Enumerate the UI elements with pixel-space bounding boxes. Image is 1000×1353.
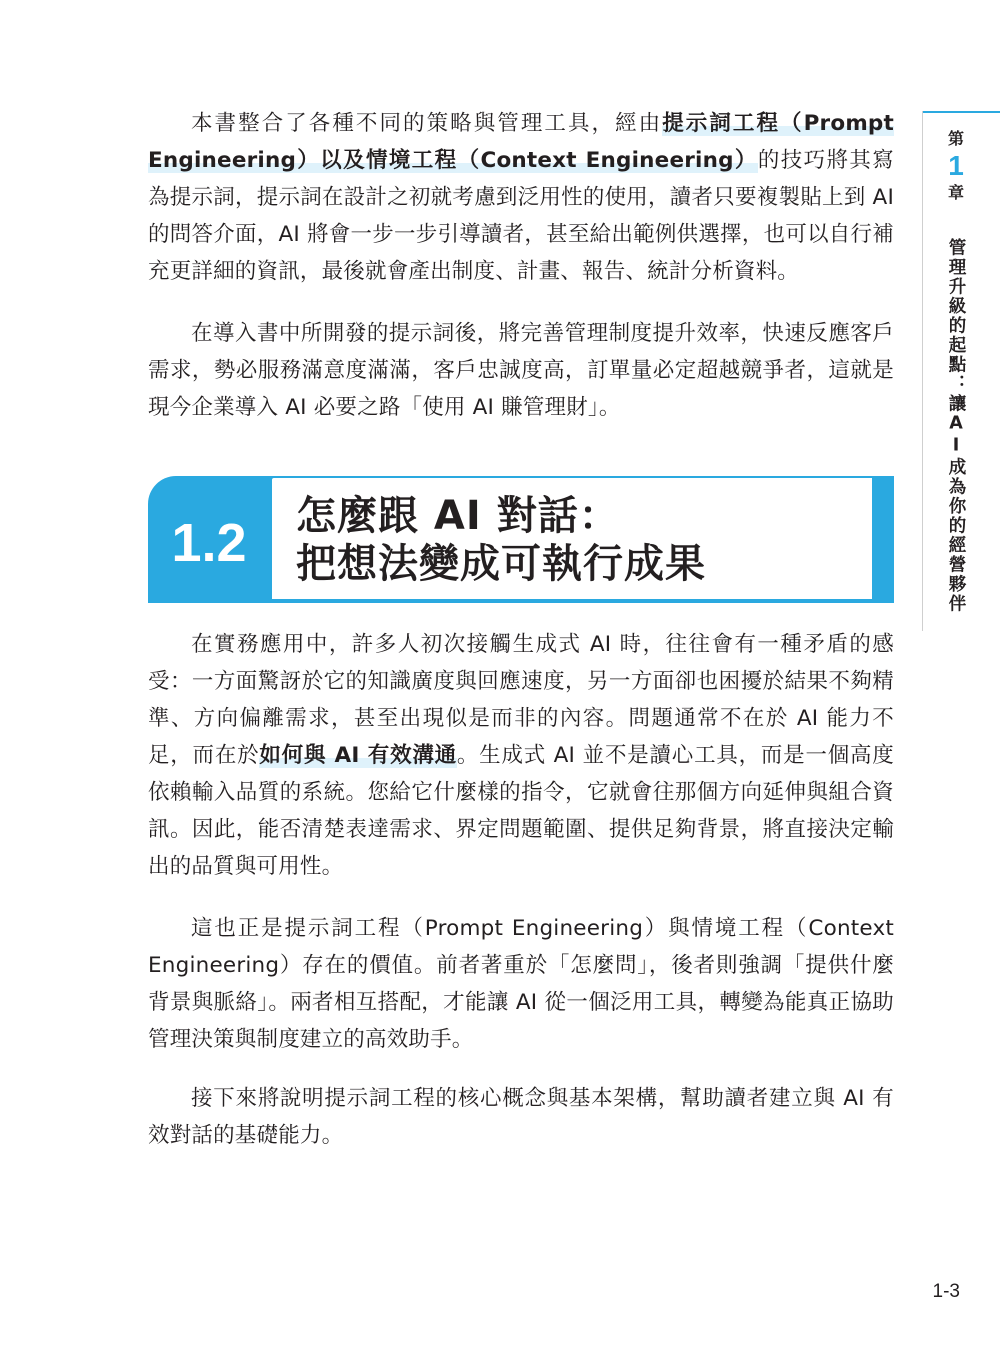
section-header xyxy=(148,476,894,603)
section-title xyxy=(296,492,706,588)
body-paragraph-3: 接下來將說明提示詞工程的核心概念與基本架構，幫助讀者建立與 AI 有效對話的基礎能力。 xyxy=(148,1086,894,1148)
chapter-prefix: 第 xyxy=(947,129,964,148)
intro-paragraph-1 xyxy=(148,105,894,290)
body-paragraph-1 xyxy=(148,626,894,885)
paragraph-text: 。生成式 AI 並不是讀心工具，而是一個高度依賴輸入品質的系統。您給它什麼樣的指令，它就會往那個方向延伸與組合資訊。因此，能否清楚表達需求、界定問題範圍、提供足夠背景，將直接決定輸出的品質與可用性。 xyxy=(148,743,894,879)
highlighted-term: 如何與 AI 有效溝通 xyxy=(259,743,457,768)
section-title-line-2: 把想法變成可執行成果 xyxy=(296,541,706,587)
section-title-box xyxy=(272,478,872,599)
side-tab-rule xyxy=(922,111,1000,113)
section-title-line-1: 怎麼跟 AI 對話： xyxy=(296,493,620,539)
intro-paragraph-2: 在導入書中所開發的提示詞後，將完善管理制度提升效率，快速反應客戶需求，勢必服務滿意度滿滿，客戶忠誠度高，訂單量必定超越競爭者，這就是現今企業導入 AI 必要之路「使用 AI 賺管理財」。 xyxy=(148,321,894,420)
body-paragraph-2: 這也正是提示詞工程（Prompt Engineering）與情境工程（Context Engineering）存在的價值。前者著重於「怎麼問」，後者則強調「提供什麼背景與脈絡」。兩者相互搭配，才能讓 AI 從一個泛用工具，轉變為能真正協助管理決策與制度建立的高效助手。 xyxy=(148,916,894,1052)
paragraph-text: 在實務應用中，許多人初次接觸生成式 AI 時，往往會有一種矛盾的感受：一方面驚訝於它的知識廣度與回應速度，另一方面卻也困擾於結果不夠精準、方向偏離需求，甚至出現似是而非的內容。問題通常不在於 AI 能力不足，而在於 xyxy=(148,632,894,768)
page-number: 1-3 xyxy=(932,1281,960,1302)
paragraph-text: 的技巧將其寫為提示詞，提示詞在設計之初就考慮到泛用性的使用，讀者只要複製貼上到 AI 的問答介面，AI 將會一步一步引導讀者，甚至給出範例供選擇，也可以自行補充更詳細的資訊，最後就會產出制度、計畫、報告、統計分析資料。 xyxy=(148,148,895,284)
paragraph-text: 本書整合了各種不同的策略與管理工具，經由 xyxy=(191,111,663,136)
chapter-side-tab xyxy=(938,128,974,614)
chapter-suffix: 章 xyxy=(947,183,964,202)
highlighted-term: 提示詞工程（Prompt Engineering）以及情境工程（Context Engineering） xyxy=(148,111,894,173)
section-number: 1.2 xyxy=(171,513,247,573)
chapter-number: 1 xyxy=(948,150,964,181)
side-tab-divider xyxy=(922,111,923,631)
chapter-title: 管理升級的起點：讓AI成為你的經營夥伴 xyxy=(946,238,966,614)
